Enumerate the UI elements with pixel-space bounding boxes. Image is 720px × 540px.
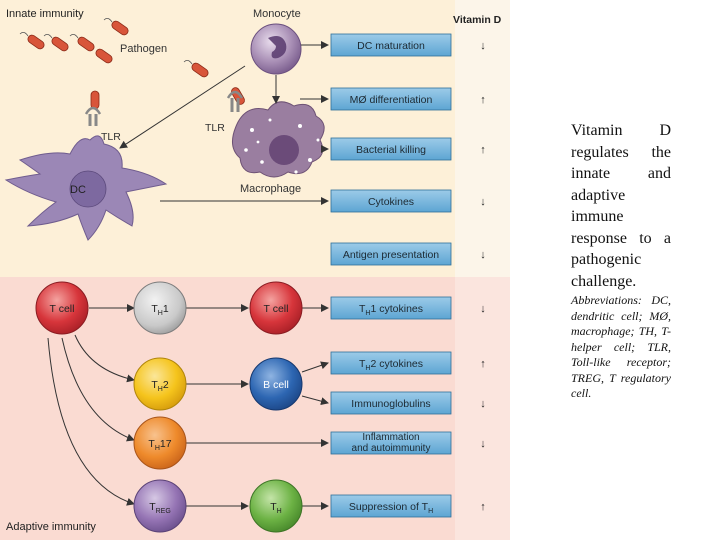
- innate-effect-box-label: Antigen presentation: [342, 249, 440, 261]
- svg-text:TH: $T_H$: [270, 501, 282, 515]
- adaptive-effect-box-vitamin-d-arrow: ↑: [480, 358, 486, 370]
- caption-abbreviations: Abbreviations: DC, dendritic cell; MØ, macrophage; TH, T-helper cell; TLR, Toll-like receptor; TREG, T regulatory cell.: [571, 293, 671, 400]
- innate-effect-box-label: DC maturation: [357, 40, 425, 52]
- tlr-macrophage-label: TLR: [205, 122, 225, 134]
- innate-effect-box-label: Bacterial killing: [355, 144, 427, 156]
- adaptive-effect-box-vitamin-d-arrow: ↓: [480, 303, 486, 315]
- t-cell-target-label: T cell: [263, 303, 289, 315]
- tlr-dc-label: TLR: [101, 131, 121, 143]
- adaptive-effect-box-label: $T_H1$ cytokines: [358, 303, 424, 317]
- vitamin-d-header: Vitamin D: [453, 14, 502, 26]
- adaptive-effect-box-vitamin-d-arrow: ↓: [480, 438, 486, 450]
- th-target-cell: [250, 480, 302, 532]
- svg-text:TH17: $T_H17$: [148, 438, 172, 452]
- macrophage-cell: [232, 102, 324, 177]
- th2-cell: [134, 358, 186, 410]
- b-cell-label: B cell: [263, 379, 289, 391]
- innate-title: Innate immunity: [6, 8, 84, 20]
- innate-effect-box-label: MØ differentiation: [349, 94, 433, 106]
- th17-cell: [134, 417, 186, 469]
- svg-text:TH2: $T_H2$: [151, 379, 169, 393]
- innate-effect-box-vitamin-d-arrow: ↓: [480, 249, 486, 261]
- monocyte-cell: [251, 24, 301, 74]
- svg-text:TH1: $T_H1$: [151, 303, 169, 317]
- treg-cell: [134, 480, 186, 532]
- monocyte-label: Monocyte: [253, 8, 301, 20]
- adaptive-effect-box-label: Inflammation and autoimmunity: [351, 432, 431, 454]
- adaptive-title: Adaptive immunity: [6, 521, 96, 533]
- t-cell-target: [250, 282, 302, 334]
- adaptive-effect-box-vitamin-d-arrow: ↓: [480, 398, 486, 410]
- innate-effect-box-vitamin-d-arrow: ↓: [480, 196, 486, 208]
- dc-label: DC: [70, 184, 86, 196]
- innate-effect-box-label: Cytokines: [367, 196, 415, 208]
- pathogen-label: Pathogen: [120, 43, 168, 55]
- b-cell: [250, 358, 302, 410]
- adaptive-effect-box-label: Suppression of $T_H$: [348, 501, 434, 515]
- innate-effect-box-vitamin-d-arrow: ↓: [480, 40, 486, 52]
- t-cell-source-label: T cell: [49, 303, 75, 315]
- th1-cell: [134, 282, 186, 334]
- innate-effect-box-vitamin-d-arrow: ↑: [480, 94, 486, 106]
- caption-main: Vitamin D regulates the innate and adaptive immune response to a pathogenic challenge.: [571, 122, 671, 290]
- adaptive-effect-box-vitamin-d-arrow: ↑: [480, 501, 486, 513]
- macrophage-label: Macrophage: [240, 183, 302, 195]
- innate-effect-box-vitamin-d-arrow: ↑: [480, 144, 486, 156]
- adaptive-effect-box-label: $T_H2$ cytokines: [358, 358, 424, 372]
- svg-text:TREG: $T_{REG}$: [149, 501, 171, 515]
- t-cell-source: [36, 282, 88, 334]
- adaptive-effect-box-label: Immunoglobulins: [351, 398, 431, 410]
